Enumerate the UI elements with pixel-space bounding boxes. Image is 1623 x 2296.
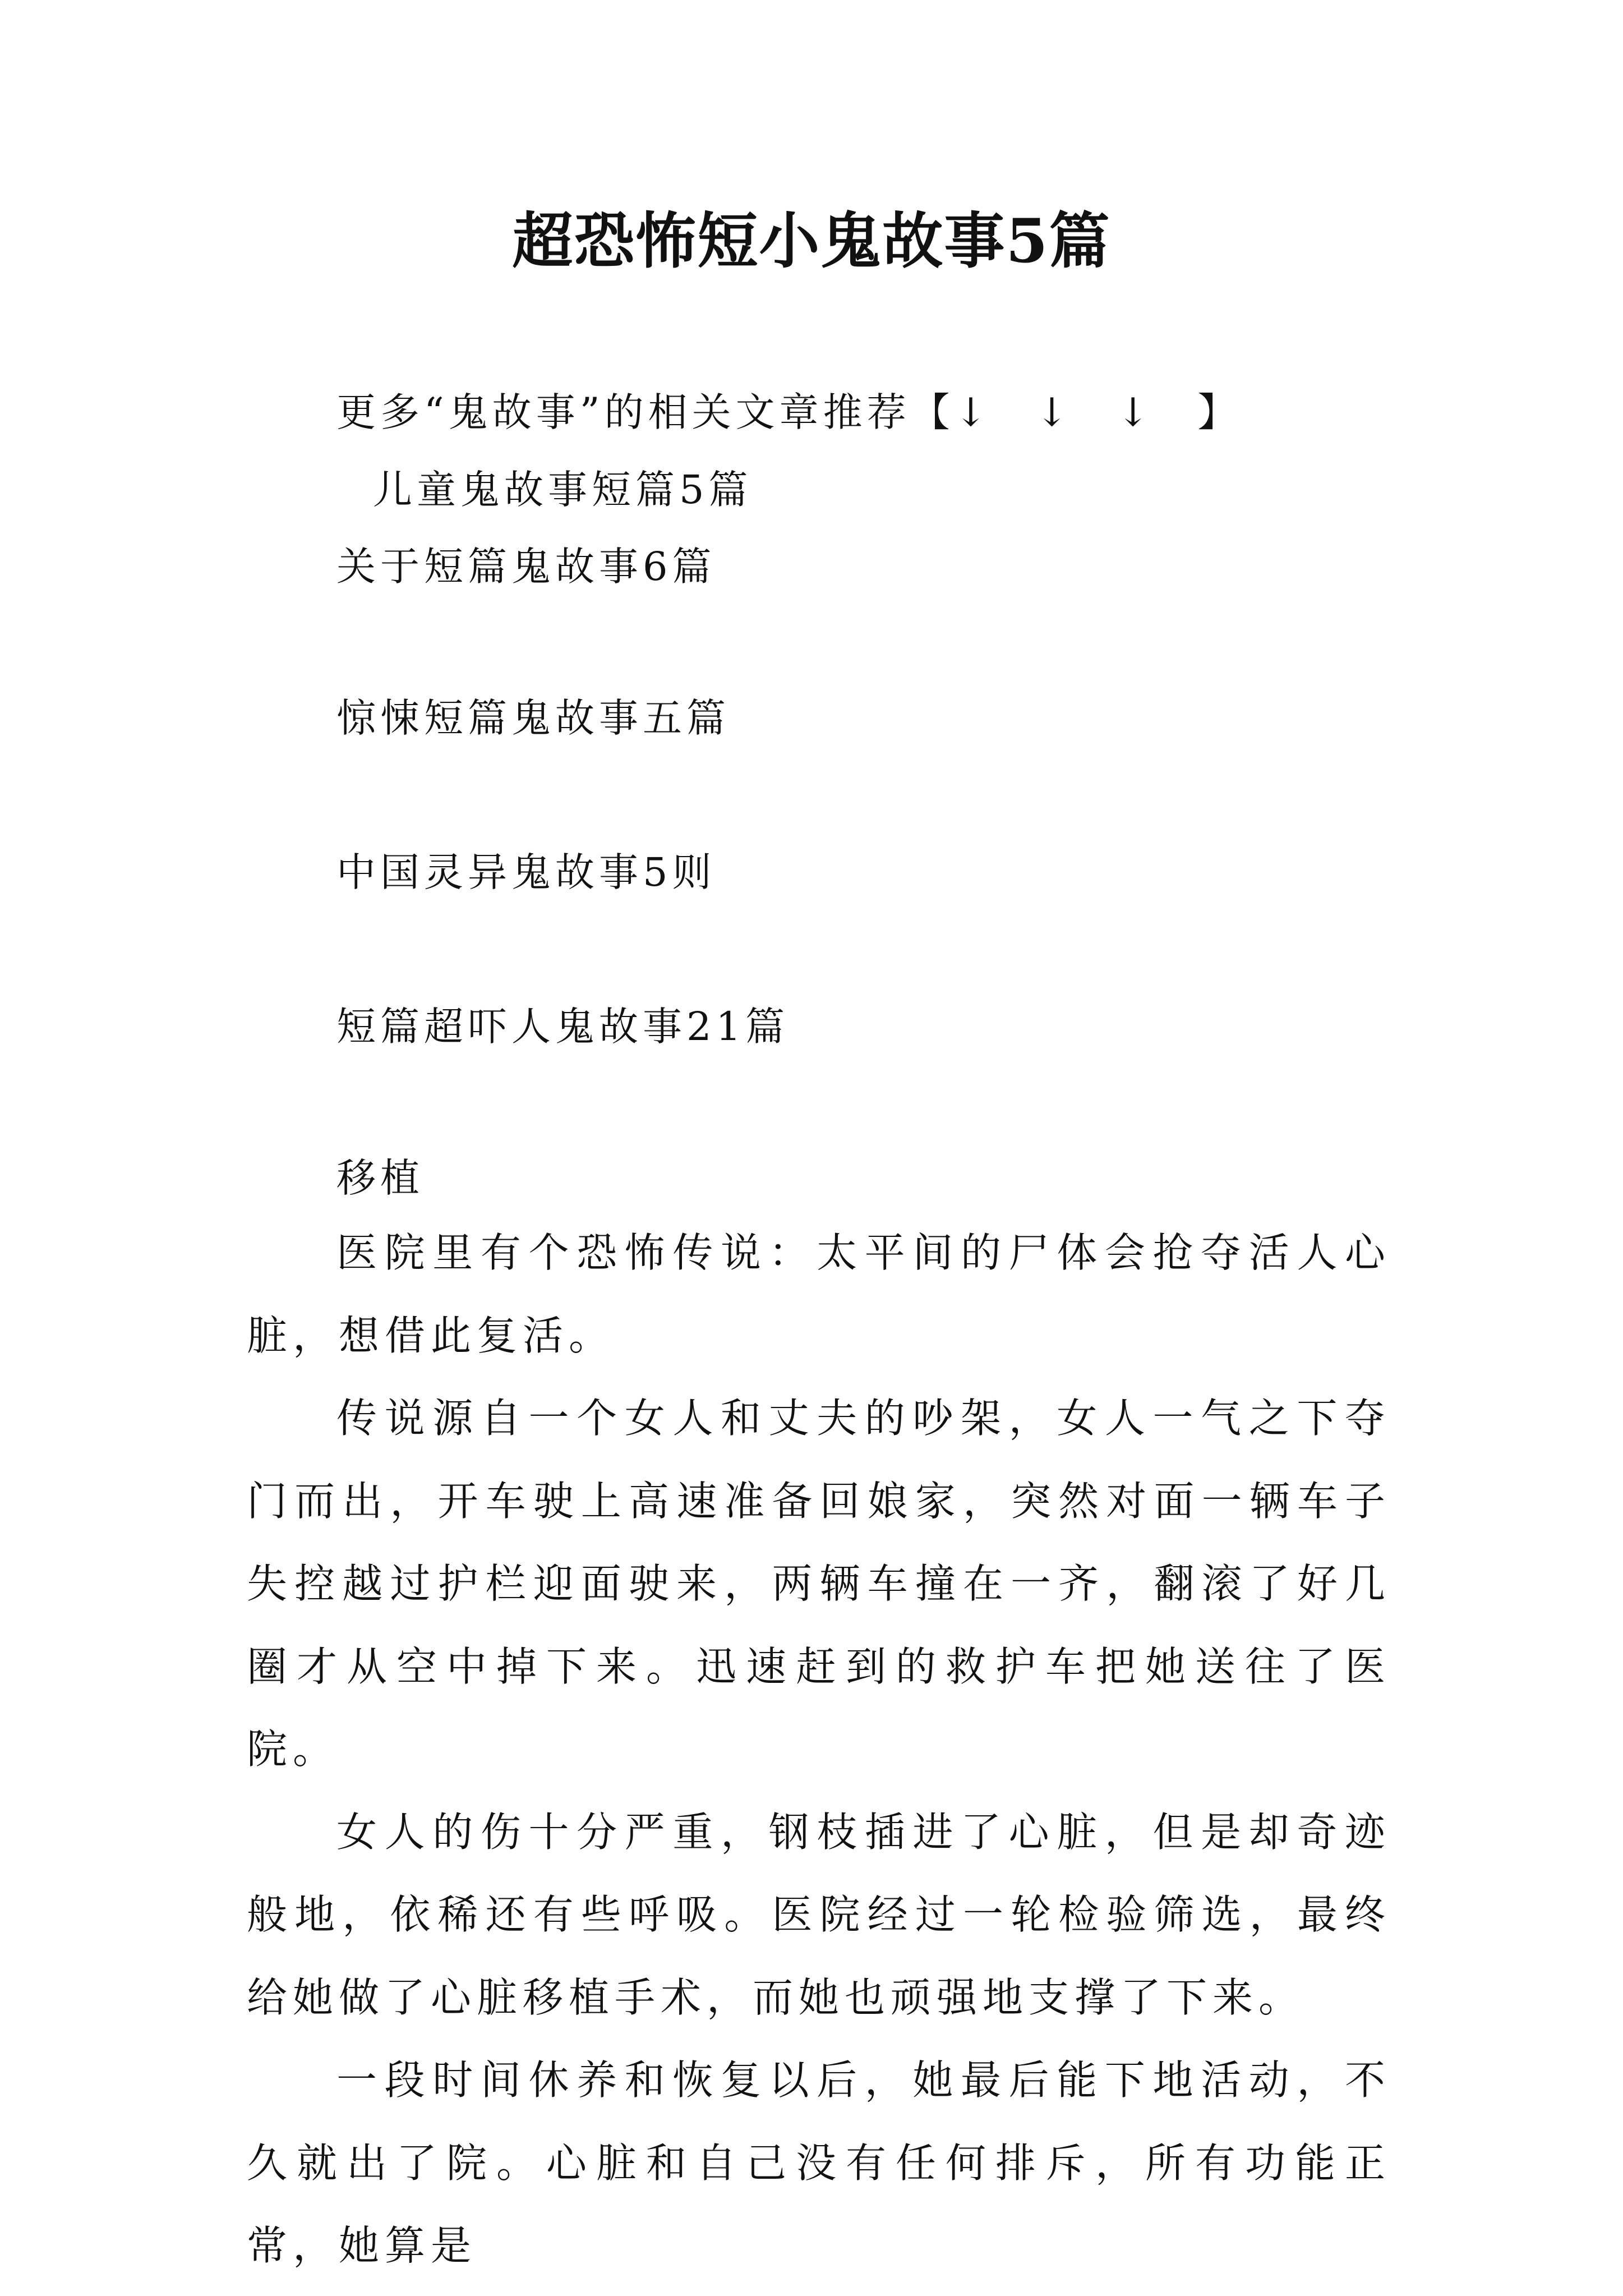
related-link-3[interactable]: 惊悚短篇鬼故事五篇 [336, 695, 730, 741]
story-title: 移植 [336, 1155, 424, 1201]
story-body [247, 1212, 1391, 2288]
recommend-header: 更多“鬼故事”的相关文章推荐【↓ ↓ ↓ 】 [336, 389, 1242, 435]
story-paragraph-1: 医院里有个恐怖传说：太平间的尸体会抢夺活人心脏，想借此复活。 [247, 1229, 1391, 1359]
story-paragraph-3: 女人的伤十分严重，钢枝插进了心脏，但是却奇迹般地，依稀还有些呼吸。医院经过一轮检验筛选，最终给她做了心脏移植手术，而她也顽强地支撑了下来。 [247, 1808, 1391, 2021]
related-link-2[interactable]: 关于短篇鬼故事6篇 [336, 544, 716, 590]
related-link-5[interactable]: 短篇超吓人鬼故事21篇 [336, 1004, 790, 1050]
story-paragraph-2: 传说源自一个女人和丈夫的吵架，女人一气之下夺门而出，开车驶上高速准备回娘家，突然对面一辆车子失控越过护栏迎面驶来，两辆车撞在一齐，翻滚了好几圈才从空中掉下来。迅速赶到的救护车把她送往了医院。 [247, 1395, 1391, 1773]
related-link-1[interactable]: 儿童鬼故事短篇5篇 [373, 467, 753, 513]
document-title: 超恐怖短小鬼故事5篇 [512, 206, 1111, 277]
related-link-4[interactable]: 中国灵异鬼故事5则 [336, 849, 716, 895]
story-paragraph-4: 一段时间休养和恢复以后，她最后能下地活动，不久就出了院。心脏和自己没有任何排斥，所有功能正常，她算是 [247, 2056, 1391, 2269]
